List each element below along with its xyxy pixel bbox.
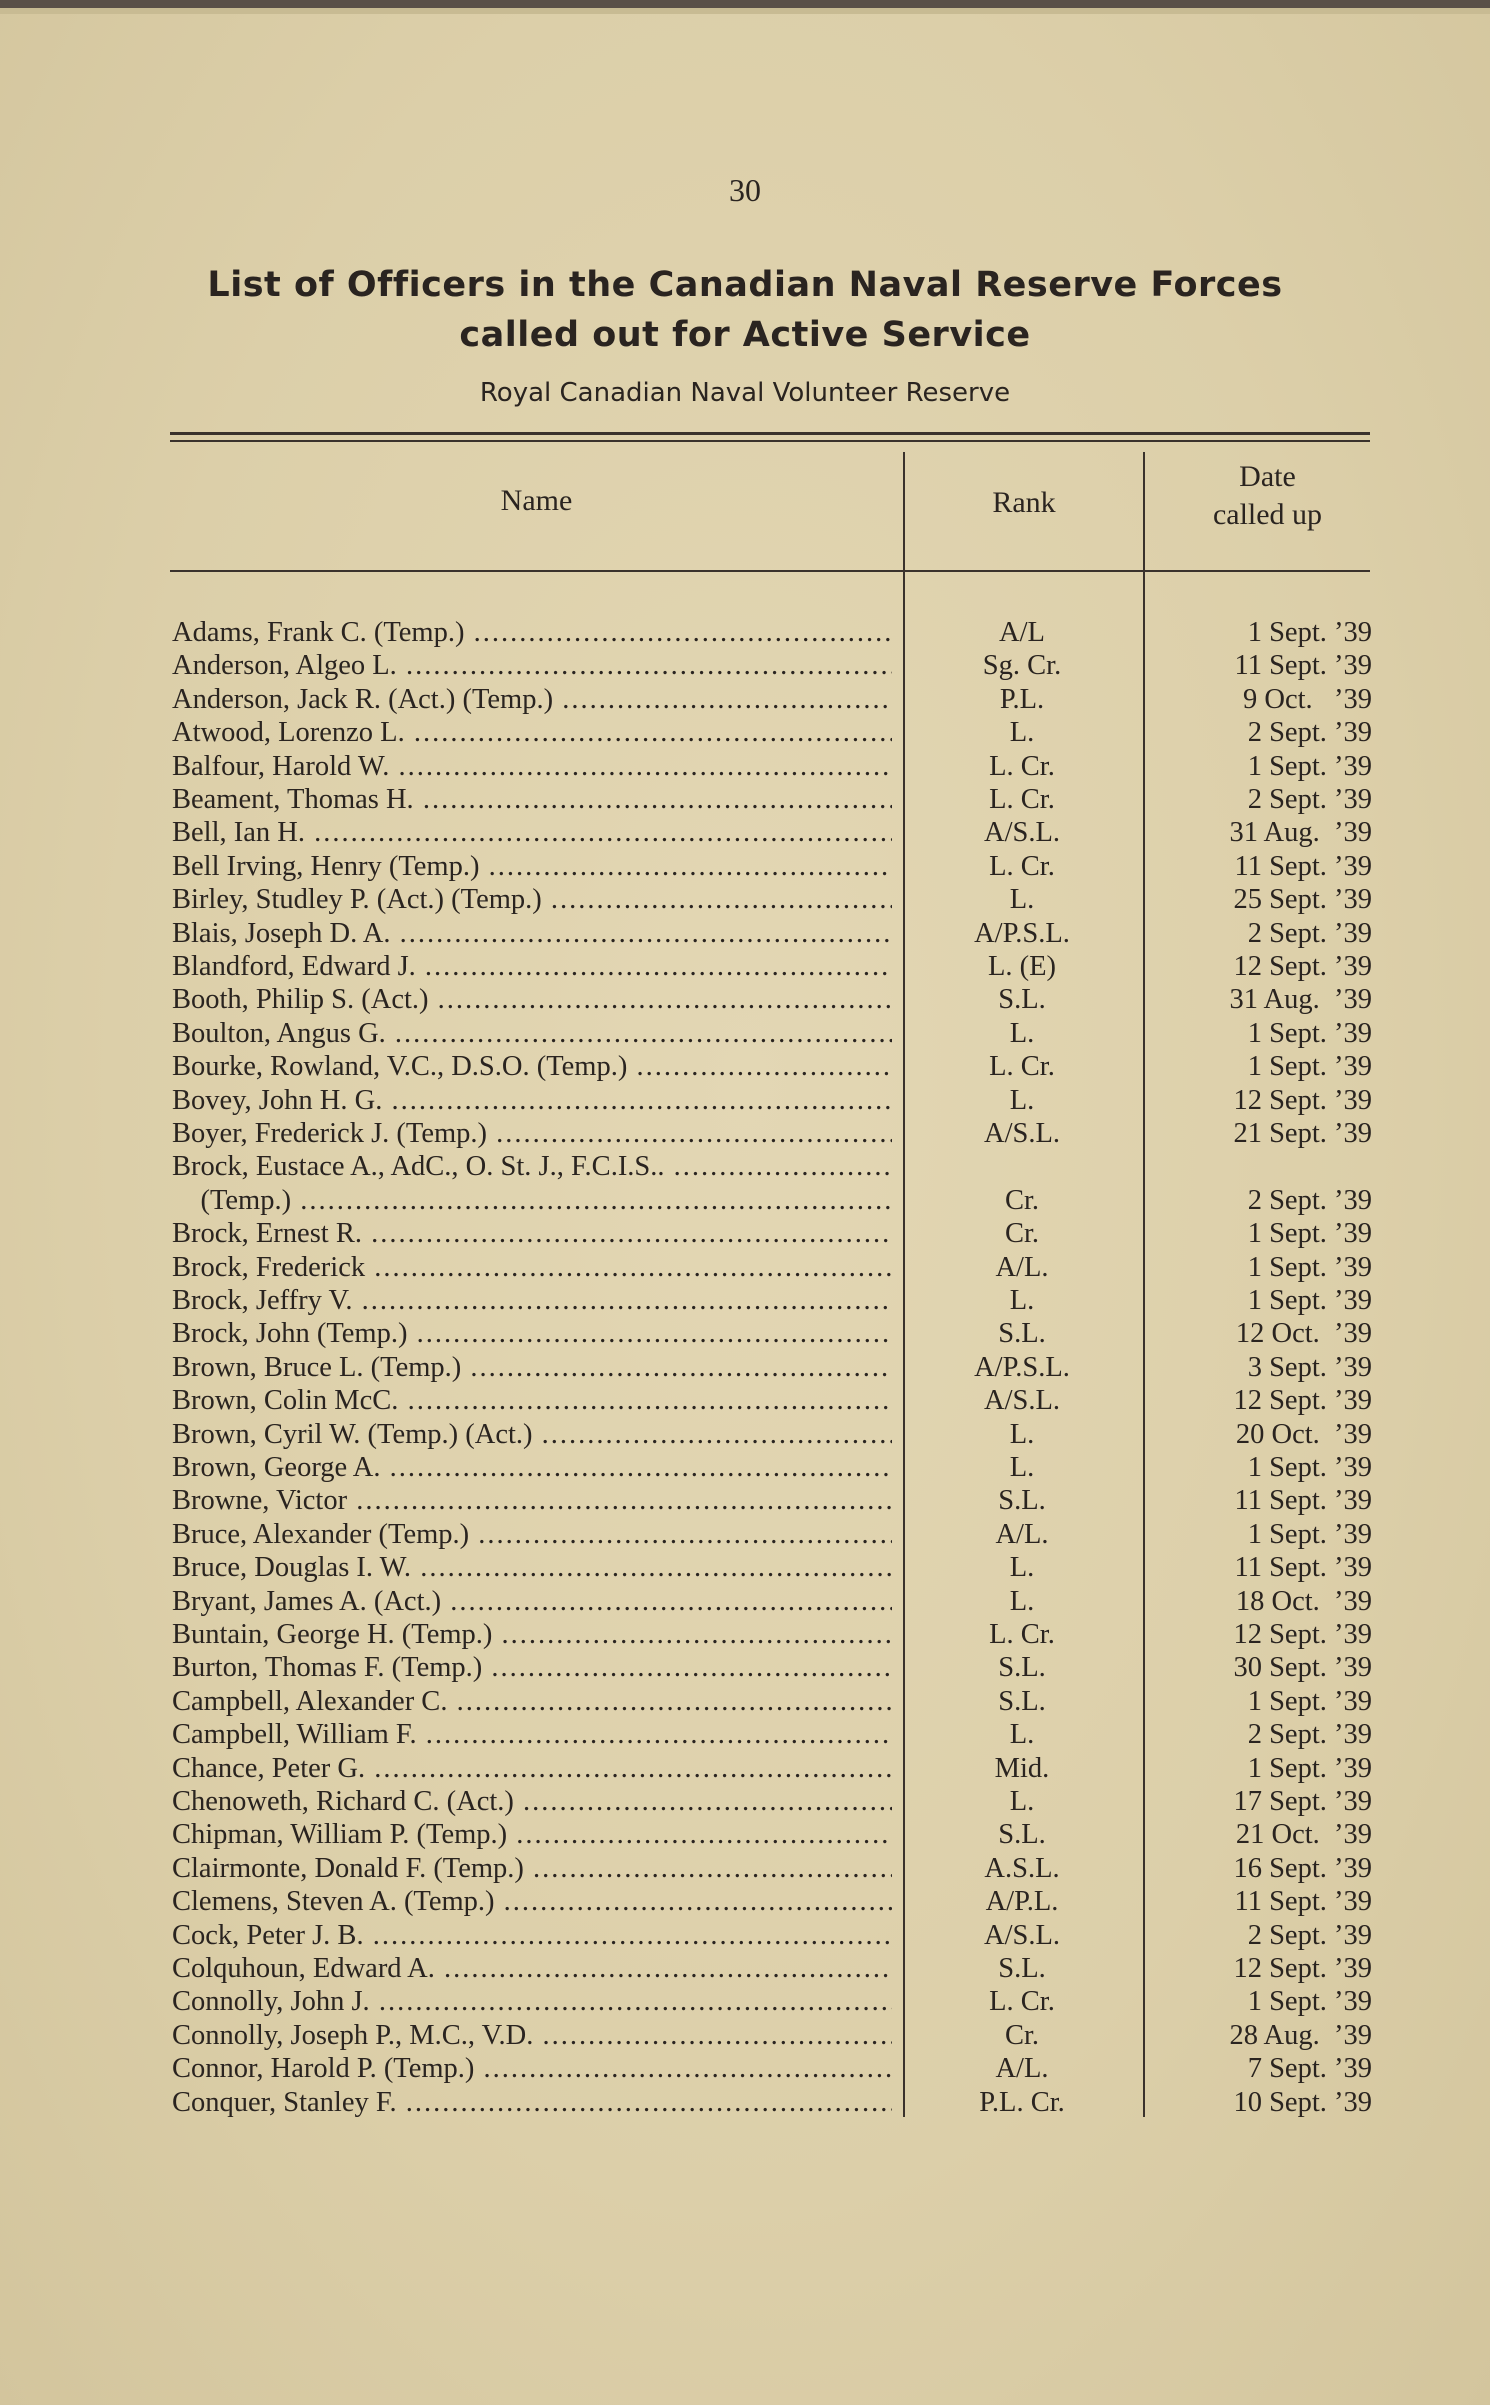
title-line-1: List of Officers in the Canadian Naval Reserve Forces — [207, 265, 1283, 305]
officer-name: Balfour, Harold W. ..... — [172, 751, 892, 783]
officer-name: Chance, Peter G. ..... — [172, 1753, 892, 1785]
title-line-2: called out for Active Service — [459, 315, 1031, 355]
officer-name: Boyer, Frederick J. (Temp.) ..... — [172, 1118, 892, 1150]
officer-name: Bourke, Rowland, V.C., D.S.O. (Temp.) ..... — [172, 1051, 892, 1083]
date-called-up: 2 Sept. ’39 — [1247, 1184, 1372, 1216]
officer-rank: A/P.S.L. — [974, 1351, 1070, 1383]
officer-rank: A/S.L. — [983, 1118, 1060, 1149]
page-title — [0, 260, 1490, 360]
officer-rank: A/S.L. — [983, 1919, 1060, 1951]
officer-name: Colquhoun, Edward A. ..... — [172, 1953, 892, 1985]
officer-name: Birley, Studley P. (Act.) (Temp.) ..... — [172, 884, 892, 916]
column-divider-rank-date — [1143, 452, 1145, 2117]
page-number: 30 — [729, 172, 761, 208]
officer-rank: A/L — [999, 617, 1045, 648]
officer-name: Bell Irving, Henry (Temp.) ..... — [172, 851, 892, 883]
officer-name: Buntain, George H. (Temp.) ..... — [172, 1619, 892, 1651]
officer-rank: Cr. — [1004, 1218, 1040, 1250]
officer-rank: L. — [1009, 1552, 1035, 1584]
officer-rank: L. — [1009, 1719, 1035, 1751]
date-called-up: 12 Oct. ’39 — [1235, 1318, 1372, 1350]
officer-rank: L. Cr. — [989, 750, 1055, 782]
officer-name: Brown, Cyril W. (Temp.) (Act.) ..... — [172, 1419, 892, 1451]
officer-name: Bryant, James A. (Act.) ..... — [172, 1586, 892, 1618]
page-subtitle: Royal Canadian Naval Volunteer Reserve — [479, 378, 1011, 408]
date-called-up: 7 Sept. ’39 — [1247, 2053, 1372, 2085]
date-called-up: 10 Sept. ’39 — [1233, 2086, 1372, 2118]
header-name: Name — [500, 484, 573, 517]
officer-name: Blandford, Edward J. ..... — [172, 951, 892, 983]
officer-name: Brown, Colin McC. ..... — [172, 1385, 892, 1417]
officer-rank: S.L. — [998, 1318, 1046, 1350]
date-called-up: 1 Sept. ’39 — [1247, 1986, 1372, 2018]
officer-name: Burton, Thomas F. (Temp.) ..... — [172, 1652, 892, 1684]
date-called-up: 1 Sept. ’39 — [1247, 617, 1372, 648]
officer-rank: S.L. — [998, 1953, 1046, 1984]
officer-rank: L. — [1009, 717, 1035, 749]
officer-name: Conquer, Stanley F. ..... — [172, 2087, 892, 2119]
officer-name: Chenoweth, Richard C. (Act.) ..... — [172, 1786, 892, 1818]
officer-rank: P.L. — [999, 683, 1045, 715]
date-called-up: 12 Sept. ’39 — [1233, 1619, 1372, 1650]
date-called-up: 2 Sept. ’39 — [1247, 1719, 1372, 1751]
date-called-up: 12 Sept. ’39 — [1233, 951, 1372, 982]
officer-name: Browne, Victor ..... — [172, 1485, 892, 1517]
date-called-up: 1 Sept. ’39 — [1247, 1285, 1372, 1316]
officer-rank: S.L. — [998, 1819, 1046, 1851]
date-called-up: 1 Sept. ’39 — [1247, 750, 1372, 782]
date-called-up: 30 Sept. ’39 — [1233, 1652, 1372, 1684]
officer-rank: L. Cr. — [989, 1051, 1055, 1083]
officer-name: Boulton, Angus G. ..... — [172, 1018, 892, 1050]
officer-rank: L. — [1009, 1017, 1035, 1049]
date-called-up: 1 Sept. ’39 — [1247, 1518, 1372, 1550]
date-called-up: 1 Sept. ’39 — [1247, 1685, 1372, 1717]
officer-rank: A/S.L. — [983, 817, 1060, 849]
officer-name: Brock, John (Temp.) ..... — [172, 1318, 892, 1350]
officer-name: Brown, George A. ..... — [172, 1452, 892, 1484]
officer-rank: Cr. — [1004, 2019, 1040, 2051]
table-top-rule-inner — [170, 440, 1370, 442]
date-called-up: 1 Sept. ’39 — [1247, 1017, 1372, 1049]
officer-rank: A/L. — [995, 2053, 1049, 2085]
officer-rank: L. Cr. — [989, 784, 1055, 815]
date-called-up: 31 Aug. ’39 — [1229, 817, 1372, 849]
header-date — [1145, 458, 1390, 534]
header-bottom-rule — [170, 570, 1370, 572]
column-divider-name-rank — [903, 452, 905, 2117]
page-top-edge — [0, 0, 1490, 8]
officer-rank: L. Cr. — [989, 1619, 1055, 1650]
officer-name: Beament, Thomas H. ..... — [172, 784, 892, 816]
date-called-up: 31 Aug. ’39 — [1229, 984, 1372, 1016]
date-called-up: 1 Sept. ’39 — [1247, 1218, 1372, 1250]
officer-name: Brock, Ernest R. ..... — [172, 1218, 892, 1250]
officer-name: Anderson, Jack R. (Act.) (Temp.) ..... — [172, 684, 892, 716]
officer-rank: A/L. — [995, 1251, 1049, 1283]
officer-name: Bell, Ian H. ..... — [172, 817, 892, 849]
officer-name: Campbell, William F. ..... — [172, 1719, 892, 1751]
officer-rank: Sg. Cr. — [982, 650, 1062, 682]
officer-rank: A/L. — [995, 1518, 1049, 1550]
date-called-up: 11 Sept. ’39 — [1234, 650, 1372, 682]
date-called-up: 11 Sept. ’39 — [1234, 850, 1372, 882]
date-called-up: 21 Sept. ’39 — [1233, 1118, 1372, 1149]
officer-rank: A/P.L. — [985, 1886, 1059, 1918]
officer-rank: L. — [1009, 1418, 1035, 1450]
officer-rank: P.L. Cr. — [979, 2086, 1065, 2118]
officer-rank: S.L. — [998, 1485, 1046, 1517]
date-called-up: 12 Sept. ’39 — [1233, 1385, 1372, 1417]
officer-rank: L. (E) — [987, 951, 1057, 982]
officer-name: (Temp.) ..... — [172, 1185, 892, 1217]
officer-name: Connolly, John J. ..... — [172, 1986, 892, 2018]
date-called-up: 1 Sept. ’39 — [1247, 1251, 1372, 1283]
officer-rank: A/S.L. — [983, 1385, 1060, 1417]
header-rank: Rank — [992, 486, 1056, 519]
officer-rank: A.S.L. — [984, 1852, 1060, 1884]
date-called-up: 11 Sept. ’39 — [1234, 1552, 1372, 1584]
table-top-rule — [170, 432, 1370, 435]
officer-name: Bovey, John H. G. ..... — [172, 1085, 892, 1117]
date-called-up: 9 Oct. ’39 — [1242, 683, 1372, 715]
officer-name: Cock, Peter J. B. ..... — [172, 1920, 892, 1952]
officer-rank: L. — [1009, 1585, 1035, 1617]
date-called-up: 1 Sept. ’39 — [1247, 1752, 1372, 1784]
officer-rank: L. Cr. — [989, 850, 1055, 882]
date-called-up: 21 Oct. ’39 — [1235, 1819, 1372, 1851]
officer-rank: A/P.S.L. — [974, 917, 1070, 949]
officer-rank: S.L. — [998, 984, 1046, 1016]
header-date-line-2: called up — [1212, 498, 1323, 531]
officer-rank: L. — [1009, 1452, 1035, 1483]
officer-rank: L. — [1009, 1786, 1035, 1817]
officer-rank: L. — [1009, 1285, 1035, 1316]
page-top-edge-shadow — [0, 8, 1490, 14]
date-called-up: 18 Oct. ’39 — [1235, 1585, 1372, 1617]
date-called-up: 3 Sept. ’39 — [1247, 1351, 1372, 1383]
officer-rank: L. Cr. — [989, 1986, 1055, 2018]
date-called-up: 11 Sept. ’39 — [1234, 1886, 1372, 1918]
officer-name: Booth, Philip S. (Act.) ..... — [172, 984, 892, 1016]
officer-name: Bruce, Douglas I. W. ..... — [172, 1552, 892, 1584]
date-called-up: 12 Sept. ’39 — [1233, 1084, 1372, 1116]
date-called-up: 20 Oct. ’39 — [1235, 1418, 1372, 1450]
officer-name: Blais, Joseph D. A. ..... — [172, 918, 892, 950]
officer-rank: L. — [1009, 1084, 1035, 1116]
officer-rank: L. — [1009, 884, 1035, 916]
officer-rank: S.L. — [998, 1685, 1046, 1717]
date-called-up: 2 Sept. ’39 — [1247, 1919, 1372, 1951]
date-called-up: 2 Sept. ’39 — [1247, 917, 1372, 949]
officer-name: Bruce, Alexander (Temp.) ..... — [172, 1519, 892, 1551]
officer-name: Connor, Harold P. (Temp.) ..... — [172, 2053, 892, 2085]
officer-name: Brock, Frederick ..... — [172, 1252, 892, 1284]
officer-name: Clairmonte, Donald F. (Temp.) ..... — [172, 1853, 892, 1885]
officer-name: Brock, Eustace A., AdC., O. St. J., F.C.I.S.. ..... — [172, 1151, 892, 1183]
officer-name: Adams, Frank C. (Temp.) ..... — [172, 617, 892, 649]
officer-rank: Mid. — [994, 1752, 1050, 1784]
date-called-up: 17 Sept. ’39 — [1233, 1786, 1372, 1817]
header-date-line-1: Date — [1239, 460, 1296, 493]
officer-name: Anderson, Algeo L. ..... — [172, 650, 892, 682]
date-called-up: 1 Sept. ’39 — [1247, 1051, 1372, 1083]
officer-name: Atwood, Lorenzo L. ..... — [172, 717, 892, 749]
officer-name: Brock, Jeffry V. ..... — [172, 1285, 892, 1317]
officer-rank: Cr. — [1004, 1184, 1040, 1216]
date-called-up: 2 Sept. ’39 — [1247, 784, 1372, 815]
officer-name: Brown, Bruce L. (Temp.) ..... — [172, 1352, 892, 1384]
date-called-up: 11 Sept. ’39 — [1234, 1485, 1372, 1517]
date-called-up: 25 Sept. ’39 — [1233, 884, 1372, 916]
officer-name: Connolly, Joseph P., M.C., V.D. ..... — [172, 2020, 892, 2052]
officer-name: Chipman, William P. (Temp.) ..... — [172, 1819, 892, 1851]
officer-name: Campbell, Alexander C. ..... — [172, 1686, 892, 1718]
date-called-up: 28 Aug. ’39 — [1229, 2019, 1372, 2051]
date-called-up: 1 Sept. ’39 — [1247, 1452, 1372, 1483]
officer-name: Clemens, Steven A. (Temp.) ..... — [172, 1886, 892, 1918]
date-called-up: 16 Sept. ’39 — [1233, 1852, 1372, 1884]
officer-rank: S.L. — [998, 1652, 1046, 1684]
date-called-up: 2 Sept. ’39 — [1247, 717, 1372, 749]
date-called-up: 12 Sept. ’39 — [1233, 1953, 1372, 1984]
